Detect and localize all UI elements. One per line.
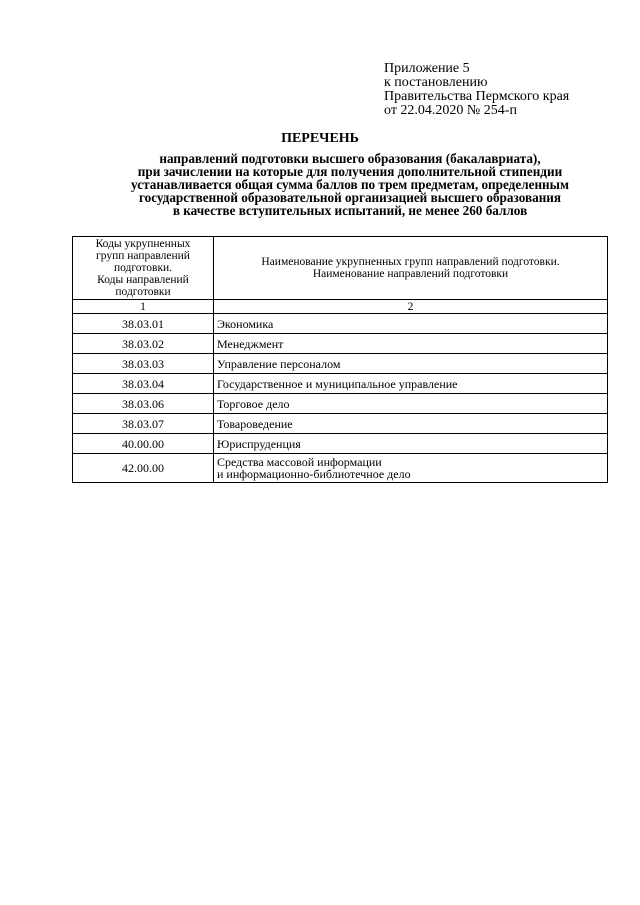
column-number-row — [73, 300, 608, 314]
annex-line: Правительства Пермского края — [384, 89, 570, 104]
table-row — [73, 434, 608, 454]
table-row — [73, 414, 608, 434]
direction-code: 38.03.04 — [73, 374, 214, 394]
direction-name: Государственное и муниципальное управление — [214, 374, 608, 394]
direction-code: 42.00.00 — [73, 454, 214, 483]
column-number: 2 — [214, 300, 608, 314]
table-row — [73, 354, 608, 374]
subtitle-line: при зачислении на которые для получения дополнительной стипендии — [137, 164, 563, 179]
direction-name: Юриспруденция — [214, 434, 608, 454]
header-names-line: Наименование направлений подготовки — [312, 268, 509, 280]
direction-code: 38.03.03 — [73, 354, 214, 374]
document-subtitle — [60, 152, 640, 217]
table-row — [73, 334, 608, 354]
direction-name-line: Средства массовой информации — [217, 455, 382, 469]
header-codes-line: Коды укрупненных — [95, 238, 191, 250]
direction-code: 38.03.07 — [73, 414, 214, 434]
annex-block — [384, 62, 624, 118]
header-codes-line: групп направлений — [96, 250, 190, 262]
subtitle-line: устанавливается общая сумма баллов по трем предметам, определенным — [131, 177, 569, 192]
column-number: 1 — [73, 300, 214, 314]
direction-code: 40.00.00 — [73, 434, 214, 454]
direction-name: Экономика — [214, 314, 608, 334]
header-codes-line: подготовки — [115, 286, 171, 298]
direction-code: 38.03.01 — [73, 314, 214, 334]
direction-name: Товароведение — [214, 414, 608, 434]
table-row — [73, 314, 608, 334]
annex-line: Приложение 5 — [384, 61, 470, 76]
subtitle-line: государственной образовательной организацией высшего образования — [138, 190, 562, 205]
header-codes — [73, 237, 214, 300]
header-codes-line: подготовки. — [113, 262, 173, 274]
direction-code: 38.03.02 — [73, 334, 214, 354]
direction-name — [214, 454, 608, 483]
table-header-row — [73, 237, 608, 300]
table-row — [73, 374, 608, 394]
direction-code: 38.03.06 — [73, 394, 214, 414]
header-names-line: Наименование укрупненных групп направлений подготовки. — [261, 256, 560, 268]
subtitle-line: направлений подготовки высшего образования (бакалавриата), — [159, 151, 541, 166]
annex-line: к постановлению — [384, 75, 488, 90]
directions-table — [72, 236, 608, 483]
direction-name: Менеджмент — [214, 334, 608, 354]
header-codes-line: Коды направлений — [97, 274, 189, 286]
direction-name-line: и информационно-библиотечное дело — [217, 467, 411, 481]
table-row — [73, 454, 608, 483]
table-row — [73, 394, 608, 414]
subtitle-line: в качестве вступительных испытаний, не менее 260 баллов — [172, 203, 528, 218]
annex-line: от 22.04.2020 № 254-п — [384, 103, 517, 118]
header-names — [214, 237, 608, 300]
document-title: ПЕРЕЧЕНЬ — [281, 131, 359, 146]
direction-name: Торговое дело — [214, 394, 608, 414]
direction-name: Управление персоналом — [214, 354, 608, 374]
